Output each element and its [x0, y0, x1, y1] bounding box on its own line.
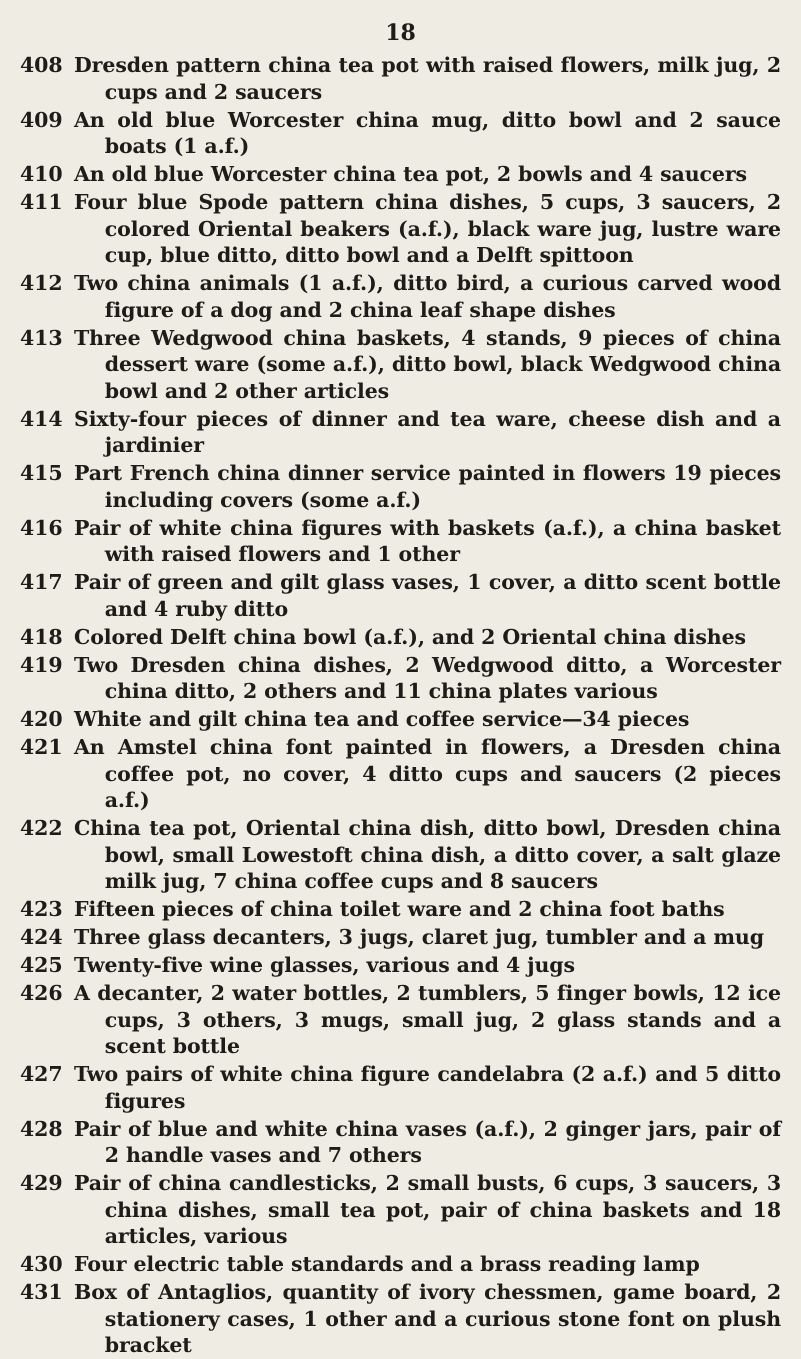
- lot-description: Three glass decanters, 3 jugs, claret jug, tumbler and a mug: [74, 925, 764, 949]
- lot-description: Four blue Spode pattern china dishes, 5 cups, 3 saucers, 2 colored Oriental beakers (a.f.), black ware jug, lustre ware cup, blue ditto, ditto bowl and a Delft spittoon: [74, 190, 781, 267]
- lot-number: 411: [20, 190, 63, 214]
- lot-description: Pair of blue and white china vases (a.f.), 2 ginger jars, pair of 2 handle vases and 7 others: [74, 1116, 781, 1167]
- lot-description: Pair of white china figures with baskets (a.f.), a china basket with raised flowers and 1 other: [74, 515, 781, 566]
- lot-description: Two Dresden china dishes, 2 Wedgwood ditto, a Worcester china ditto, 2 others and 11 china plates various: [74, 652, 781, 703]
- lot-description: Fifteen pieces of china toilet ware and 2 china foot baths: [74, 897, 725, 921]
- lot-entry: [20, 460, 781, 513]
- lot-entry: [20, 189, 781, 269]
- lot-entry: [20, 980, 781, 1060]
- lot-number: 412: [20, 271, 63, 295]
- lot-entry: [20, 161, 781, 188]
- lot-entry: [20, 815, 781, 895]
- lot-description: An old blue Worcester china mug, ditto bowl and 2 sauce boats (1 a.f.): [74, 107, 781, 158]
- lot-description: White and gilt china tea and coffee service—34 pieces: [74, 707, 690, 731]
- lot-number: 430: [20, 1252, 63, 1276]
- lot-description: Twenty-five wine glasses, various and 4 jugs: [74, 953, 575, 977]
- lot-entry: [20, 734, 781, 814]
- lot-description: Two china animals (1 a.f.), ditto bird, a curious carved wood figure of a dog and 2 china leaf shape dishes: [74, 271, 781, 322]
- lot-number: 408: [20, 53, 63, 77]
- page-number: 18: [385, 20, 416, 46]
- lot-description: Box of Antaglios, quantity of ivory chessmen, game board, 2 stationery cases, 1 other and a curious stone font on plush bracket: [74, 1280, 781, 1357]
- lot-number: 427: [20, 1062, 63, 1086]
- lot-entry: [20, 652, 781, 705]
- lot-number: 421: [20, 735, 63, 759]
- lot-entry: [20, 270, 781, 323]
- lot-description: China tea pot, Oriental china dish, ditto bowl, Dresden china bowl, small Lowestoft china dish, a ditto cover, a salt glaze milk jug, 7 china coffee cups and 8 saucers: [74, 816, 781, 893]
- lot-number: 416: [20, 515, 63, 540]
- lot-entry: [20, 1279, 781, 1359]
- lot-description: An Amstel china font painted in flowers, a Dresden china coffee pot, no cover, 4 ditto cups and saucers (2 pieces a.f.): [74, 735, 781, 812]
- lot-description: Four electric table standards and a brass reading lamp: [74, 1252, 700, 1276]
- lot-number: 418: [20, 624, 63, 649]
- lot-entry: [20, 406, 781, 459]
- lot-entry: [20, 706, 781, 733]
- lot-entry: [20, 1251, 781, 1278]
- lot-description: A decanter, 2 water bottles, 2 tumblers, 5 finger bowls, 12 ice cups, 3 others, 3 mugs, small jug, 2 glass stands and a scent bottle: [74, 981, 781, 1058]
- lot-description: Part French china dinner service painted in flowers 19 pieces including covers (some a.f.): [74, 461, 781, 512]
- lot-number: 426: [20, 981, 63, 1005]
- lot-number: 425: [20, 953, 63, 977]
- lot-description: Three Wedgwood china baskets, 4 stands, 9 pieces of china dessert ware (some a.f.), ditto bowl, black Wedgwood china bowl and 2 other articles: [74, 325, 781, 403]
- lot-entry: [20, 107, 781, 160]
- lot-entry: [20, 52, 781, 105]
- lot-number: 424: [20, 925, 63, 949]
- lot-number: 431: [20, 1280, 63, 1304]
- lot-entry: [20, 924, 781, 951]
- lot-entry: [20, 624, 781, 651]
- lot-entry: [20, 1116, 781, 1169]
- lot-entry: [20, 515, 781, 568]
- lot-description: Sixty-four pieces of dinner and tea ware, cheese dish and a jardinier: [74, 406, 781, 457]
- lot-description: Pair of china candlesticks, 2 small busts, 6 cups, 3 saucers, 3 china dishes, small tea pot, pair of china baskets and 18 articles, various: [74, 1171, 781, 1248]
- lot-description: Pair of green and gilt glass vases, 1 cover, a ditto scent bottle and 4 ruby ditto: [74, 570, 781, 621]
- lot-number: 423: [20, 897, 63, 921]
- lot-number: 419: [20, 652, 63, 677]
- lot-number: 415: [20, 461, 63, 485]
- lot-number: 409: [20, 107, 63, 132]
- lot-number: 420: [20, 707, 63, 731]
- lot-number: 417: [20, 570, 63, 594]
- lot-entry: [20, 325, 781, 405]
- lot-entry: [20, 896, 781, 923]
- lot-description: Dresden pattern china tea pot with raised flowers, milk jug, 2 cups and 2 saucers: [74, 53, 781, 104]
- lot-entry: [20, 569, 781, 622]
- lot-number: 422: [20, 816, 63, 840]
- lot-number: 410: [20, 162, 63, 186]
- lot-number: 429: [20, 1171, 63, 1195]
- lot-description: An old blue Worcester china tea pot, 2 bowls and 4 saucers: [74, 162, 747, 186]
- lot-entry: [20, 1061, 781, 1114]
- lot-description: Colored Delft china bowl (a.f.), and 2 Oriental china dishes: [74, 624, 746, 649]
- lot-entry: [20, 1170, 781, 1250]
- lot-entry: [20, 952, 781, 979]
- lot-number: 413: [20, 325, 63, 350]
- lot-description: Two pairs of white china figure candelabra (2 a.f.) and 5 ditto figures: [74, 1062, 781, 1113]
- lot-number: 428: [20, 1116, 63, 1141]
- lot-number: 414: [20, 406, 63, 431]
- lot-list: [20, 52, 781, 1359]
